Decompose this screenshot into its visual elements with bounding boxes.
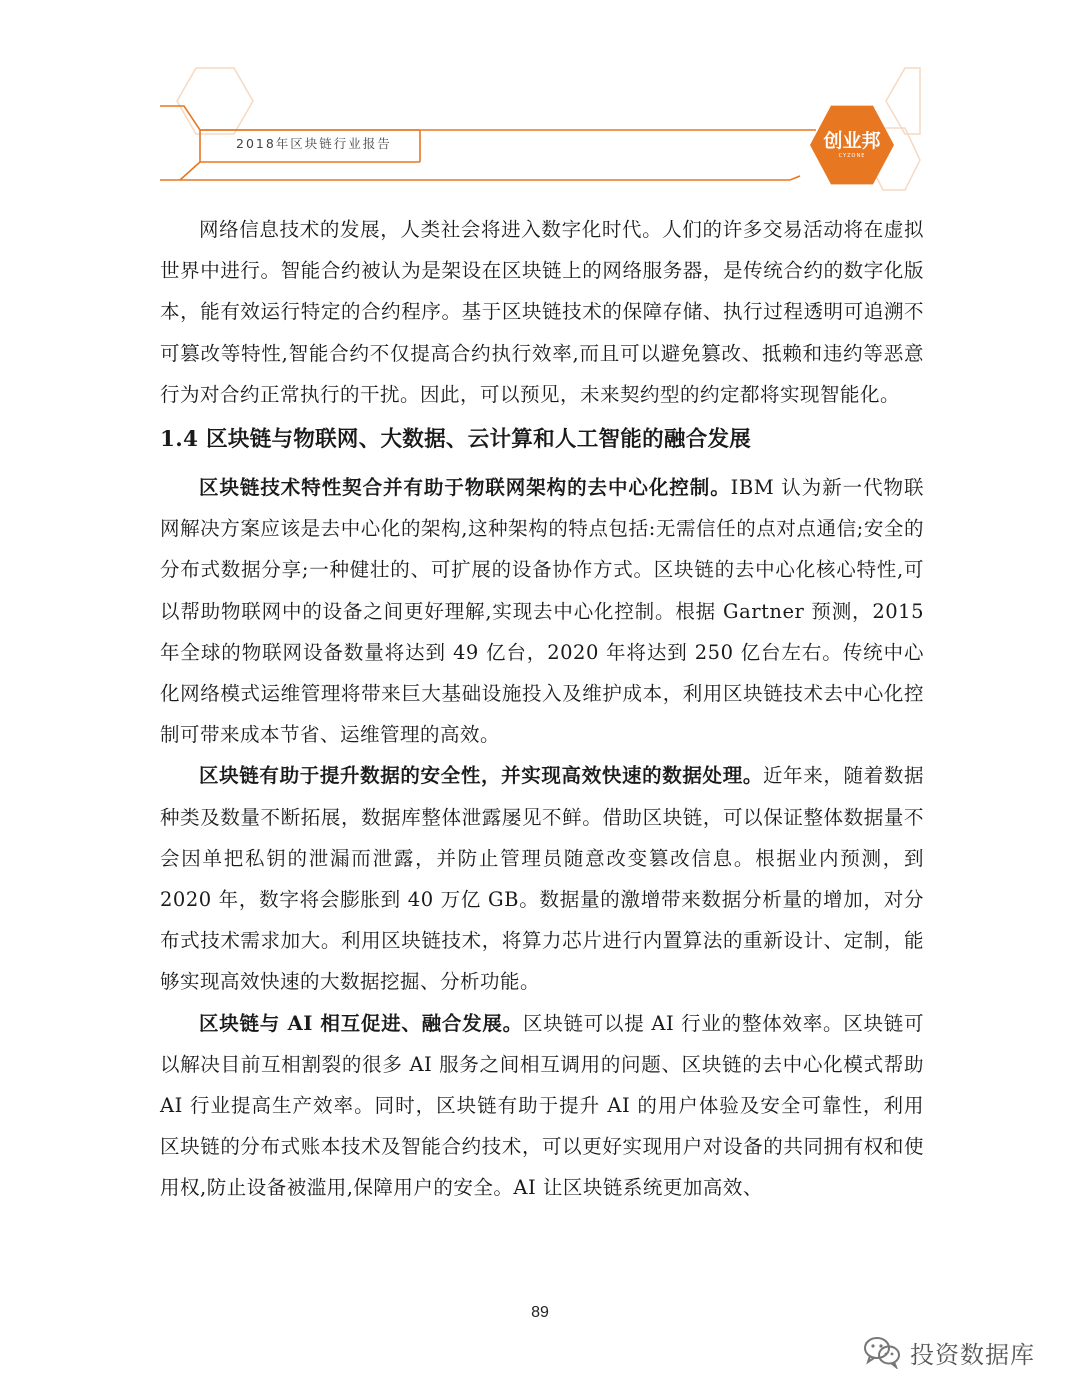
brand-subtitle: CYZONE bbox=[838, 152, 866, 159]
watermark bbox=[862, 1334, 1035, 1370]
report-title: 2018年区块链行业报告 bbox=[236, 136, 392, 151]
header-decoration bbox=[0, 0, 1080, 200]
page-content bbox=[160, 209, 924, 1209]
watermark-text: 投资数据库 bbox=[910, 1340, 1035, 1369]
paragraph-lead: 区块链有助于提升数据的安全性，并实现高效快速的数据处理。 bbox=[199, 764, 763, 788]
paragraph-ai bbox=[160, 1003, 924, 1209]
paragraph-lead: 区块链与 AI 相互促进、融合发展。 bbox=[199, 1011, 523, 1035]
brand-logo bbox=[810, 104, 894, 186]
page-number: 89 bbox=[531, 1304, 549, 1321]
paragraph-text: 区块链可以提 AI 行业的整体效率。区块链可以解决目前互相割裂的很多 AI 服务之间相互调用的问题、区块链的去中心化模式帮助 AI 行业提高生产效率。同时，区块链有助于提升 AI 的用户体验及安全可靠性，利用区块链的分布式账本技术及智能合约技术，可以更好实现用户对设备的共同拥有权和使用权,防止设备被滥用,保障用户的安全。AI 让区块链系统更加高效、 bbox=[160, 1011, 924, 1200]
paragraph-text: IBM 认为新一代物联网解决方案应该是去中心化的架构,这种架构的特点包括:无需信任的点对点通信;安全的分布式数据分享;一种健壮的、可扩展的设备协作方式。区块链的去中心化核心特性,可以帮助物联网中的设备之间更好理解,实现去中心化控制。根据 Gartner 预测，2015 年全球的物联网设备数量将达到 49 亿台，2020 年将达到 250 亿台左右。传统中心化网络模式运维管理将带来巨大基础设施投入及维护成本，利用区块链技术去中心化控制可带来成本节省、运维管理的高效。 bbox=[160, 476, 924, 747]
paragraph-lead: 区块链技术特性契合并有助于物联网架构的去中心化控制。 bbox=[199, 476, 731, 500]
section-heading: 1.4 区块链与物联网、大数据、云计算和人工智能的融合发展 bbox=[160, 427, 752, 453]
brand-name: 创业邦 bbox=[823, 129, 881, 152]
paragraph-text: 近年来，随着数据种类及数量不断拓展，数据库整体泄露屡见不鲜。借助区块链，可以保证整体数据量不会因单把私钥的泄漏而泄露，并防止管理员随意改变篡改信息。根据业内预测，到 2020 年，数字将会膨胀到 40 万亿 GB。数据量的激增带来数据分析量的增加，对分布式技术需求加大。利用区块链技术，将算力芯片进行内置算法的重新设计、定制，能够实现高效快速的大数据挖掘、分析功能。 bbox=[160, 764, 924, 994]
paragraph-smart-contracts bbox=[160, 209, 924, 415]
wechat-icon bbox=[862, 1335, 902, 1369]
paragraph-iot bbox=[160, 467, 924, 755]
paragraph-text: 网络信息技术的发展，人类社会将进入数字化时代。人们的许多交易活动将在虚拟世界中进行。智能合约被认为是架设在区块链上的网络服务器，是传统合约的数字化版本，能有效运行特定的合约程序。基于区块链技术的保障存储、执行过程透明可追溯不可篡改等特性,智能合约不仅提高合约执行效率,而且可以避免篡改、抵赖和违约等恶意行为对合约正常执行的干扰。因此，可以预见，未来契约型的约定都将实现智能化。 bbox=[160, 218, 924, 406]
paragraph-big-data bbox=[160, 755, 924, 1002]
